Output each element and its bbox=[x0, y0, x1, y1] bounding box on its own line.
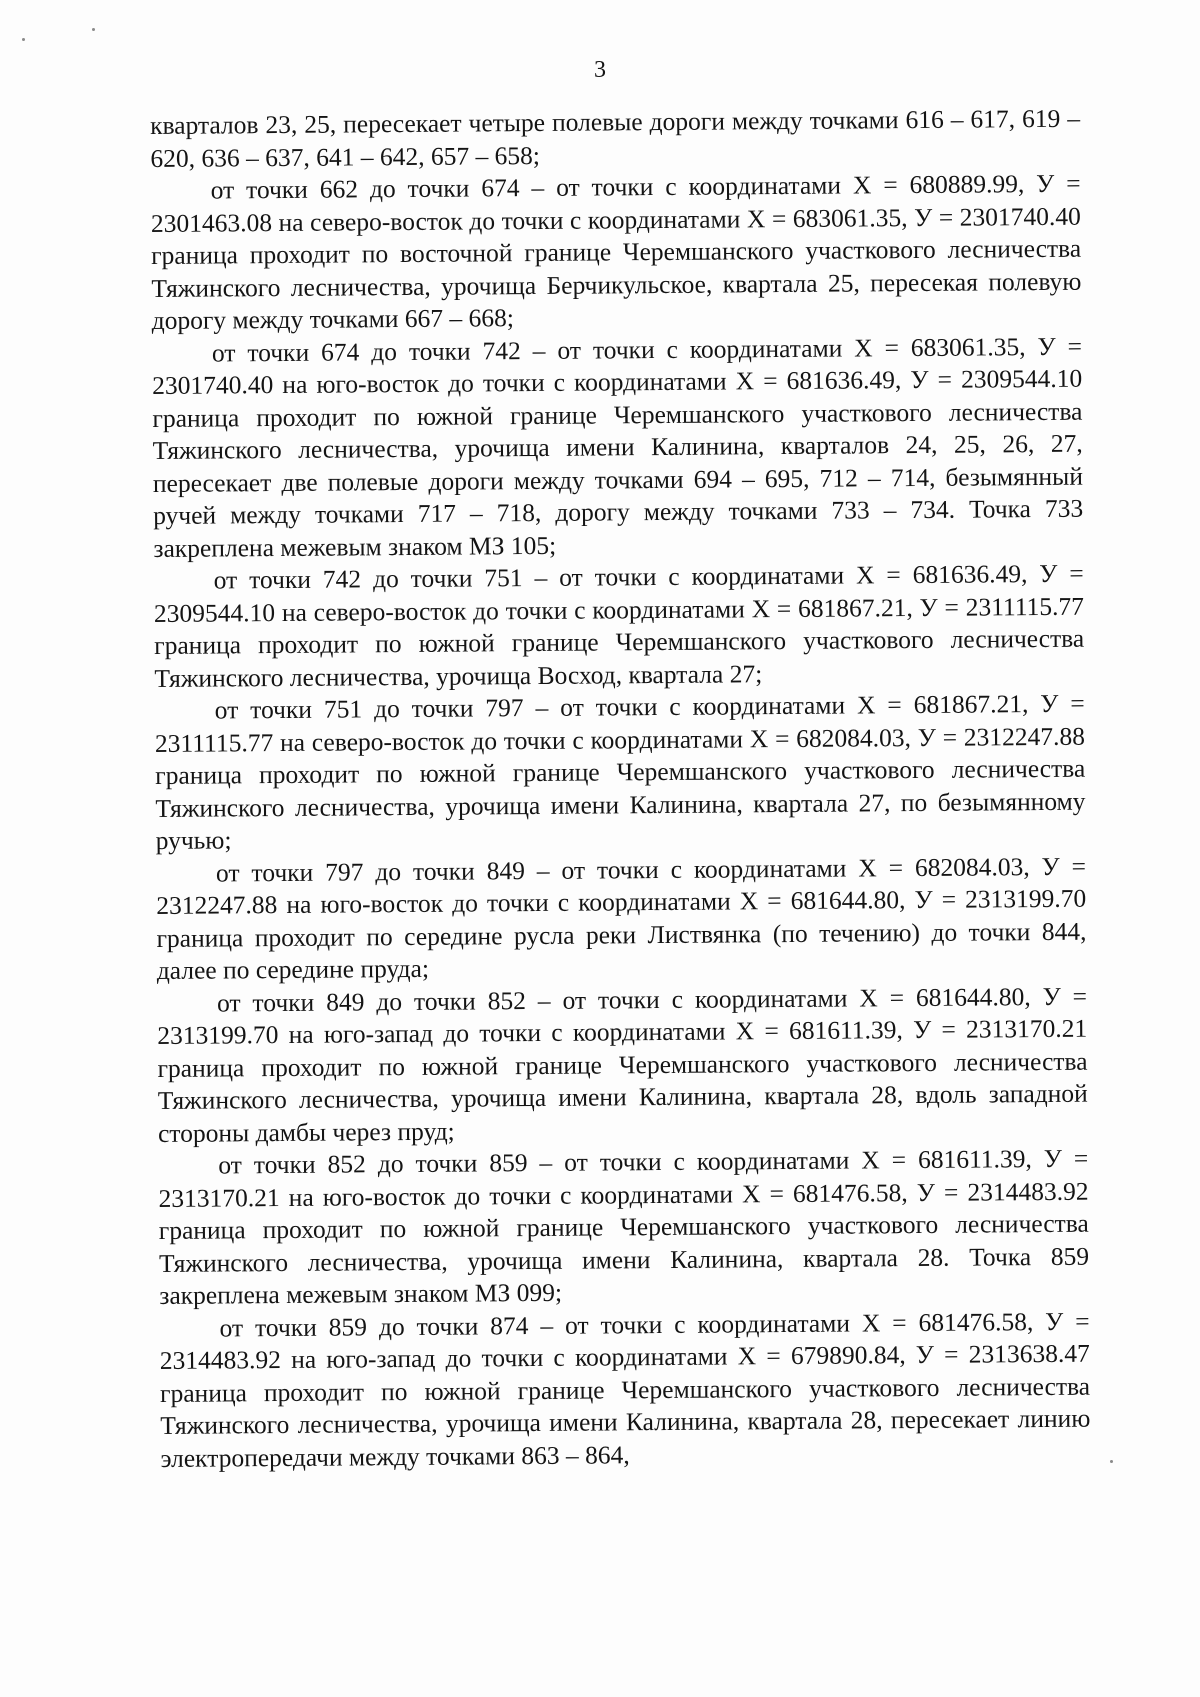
page-number: 3 bbox=[594, 57, 606, 83]
paragraph: от точки 859 до точки 874 – от точки с координатами Х = 681476.58, У = 2314483.92 на юго-запад до точки с координатами Х = 679890.84, У = 2313638.47 граница проходит по южной границе Черемшанского участкового лесничества Тяжинского лесничества, урочища имени Калинина, квартала 28, пересекает линию электропередачи между точками 863 – 864, bbox=[159, 1306, 1091, 1473]
scan-speck bbox=[92, 28, 95, 31]
document-body bbox=[150, 103, 1091, 1475]
paragraph: от точки 751 до точки 797 – от точки с координатами Х = 681867.21, У = 2311115.77 на северо-восток до точки с координатами Х = 682084.03, У = 2312247.88 граница проходит по южной границе Черемшанского участкового лесничества Тяжинского лесничества, урочища имени Калинина, квартала 27, по безымянному ручью; bbox=[154, 688, 1086, 855]
scan-speck bbox=[1110, 1460, 1113, 1463]
paragraph: от точки 797 до точки 849 – от точки с координатами Х = 682084.03, У = 2312247.88 на юго-восток до точки с координатами Х = 681644.80, У = 2313199.70 граница проходит по середине русла реки Листвянка (по течению) до точки 844, далее по середине пруда; bbox=[156, 851, 1087, 985]
paragraph: от точки 742 до точки 751 – от точки с координатами Х = 681636.49, У = 2309544.10 на северо-восток до точки с координатами Х = 681867.21, У = 2311115.77 граница проходит по южной границе Черемшанского участкового лесничества Тяжинского лесничества, урочища Восход, квартала 27; bbox=[153, 558, 1085, 693]
scan-speck bbox=[22, 38, 25, 41]
paragraph-continuation: кварталов 23, 25, пересекает четыре полевые дороги между точками 616 – 617, 619 – 620, 636 – 637, 641 – 642, 657 – 658; bbox=[150, 103, 1081, 173]
paragraph: от точки 849 до точки 852 – от точки с координатами Х = 681644.80, У = 2313199.70 на юго-запад до точки с координатами Х = 681611.39, У = 2313170.21 граница проходит по южной границе Черемшанского участкового лесничества Тяжинского лесничества, урочища имени Калинина, квартала 28, вдоль западной стороны дамбы через пруд; bbox=[157, 981, 1088, 1148]
paragraph: от точки 852 до точки 859 – от точки с координатами Х = 681611.39, У = 2313170.21 на юго-восток до точки с координатами Х = 681476.58, У = 2314483.92 граница проходит по южной границе Черемшанского участкового лесничества Тяжинского лесничества, урочища имени Калинина, квартала 28. Точка 859 закреплена межевым знаком МЗ 099; bbox=[158, 1143, 1090, 1310]
paragraph: от точки 662 до точки 674 – от точки с координатами Х = 680889.99, У = 2301463.08 на северо-восток до точки с координатами Х = 683061.35, У = 2301740.40 граница проходит по восточной границе Черемшанского участкового лесничества Тяжинского лесничества, урочища Берчикульское, квартала 25, пересекая полевую дорогу между точками 667 – 668; bbox=[150, 168, 1082, 335]
paragraph: от точки 674 до точки 742 – от точки с координатами Х = 683061.35, У = 2301740.40 на юго-восток до точки с координатами Х = 681636.49, У = 2309544.10 граница проходит по южной границе Черемшанского участкового лесничества Тяжинского лесничества, урочища имени Калинина, кварталов 24, 25, 26, 27, пересекает две полевые дороги между точками 694 – 695, 712 – 714, безымянный ручей между точками 717 – 718, дорогу между точками 733 – 734. Точка 733 закреплена межевым знаком МЗ 105; bbox=[152, 331, 1084, 563]
